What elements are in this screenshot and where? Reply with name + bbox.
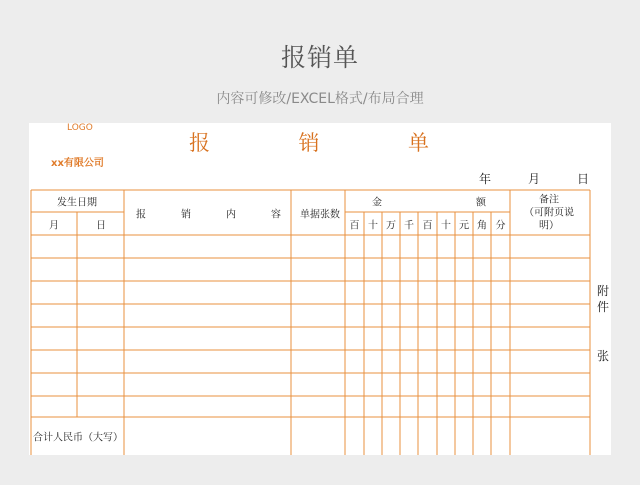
date-year-label: 年	[479, 172, 492, 186]
amount-unit-header: 千	[404, 220, 414, 232]
date-group-header: 发生日期	[57, 197, 97, 209]
amount-header	[372, 194, 486, 209]
remarks-line: 明）	[539, 220, 559, 232]
content-header	[136, 206, 281, 221]
amount-unit-header: 十	[441, 220, 451, 232]
doc-count-header: 单据张数	[300, 209, 340, 221]
amount-unit-header: 元	[459, 220, 469, 232]
page-title: 报销单	[280, 43, 359, 72]
logo-text: LOGO	[67, 123, 93, 133]
date-month-label: 月	[527, 172, 540, 186]
remarks-line: （可附页说	[524, 207, 574, 219]
amount-header-char: 金	[372, 197, 382, 209]
content-header-char: 容	[271, 209, 281, 221]
amount-unit-header: 角	[477, 220, 487, 232]
amount-unit-header: 万	[386, 220, 396, 232]
total-label: 合计人民币（大写）	[33, 432, 123, 444]
attachment-sheet-label: 张	[597, 349, 610, 363]
attachment-label	[597, 283, 609, 315]
content-header-char: 报	[136, 209, 146, 221]
company-name: xx有限公司	[51, 158, 104, 169]
amount-header-char: 额	[476, 197, 486, 209]
form-title-char: 单	[408, 131, 429, 155]
month-header: 月	[49, 220, 59, 232]
date-day-label: 日	[576, 172, 589, 186]
form-title-char: 销	[298, 131, 320, 155]
amount-unit-header: 百	[349, 220, 360, 232]
form-grid	[29, 123, 611, 455]
reimbursement-form	[29, 123, 611, 455]
remarks-line: 备注	[539, 194, 559, 206]
day-header: 日	[96, 220, 106, 232]
grid-lines	[31, 190, 590, 455]
page-subtitle: 内容可修改/EXCEL格式/布局合理	[216, 91, 424, 107]
amount-unit-header: 分	[495, 220, 506, 232]
amount-unit-header: 百	[422, 220, 433, 232]
content-header-char: 销	[181, 209, 191, 221]
amount-unit-header: 十	[368, 220, 378, 232]
content-header-char: 内	[226, 209, 236, 221]
attachment-char: 件	[597, 300, 610, 314]
form-title-char: 报	[189, 131, 210, 155]
attachment-char: 附	[597, 284, 610, 298]
remarks-header	[524, 194, 574, 233]
